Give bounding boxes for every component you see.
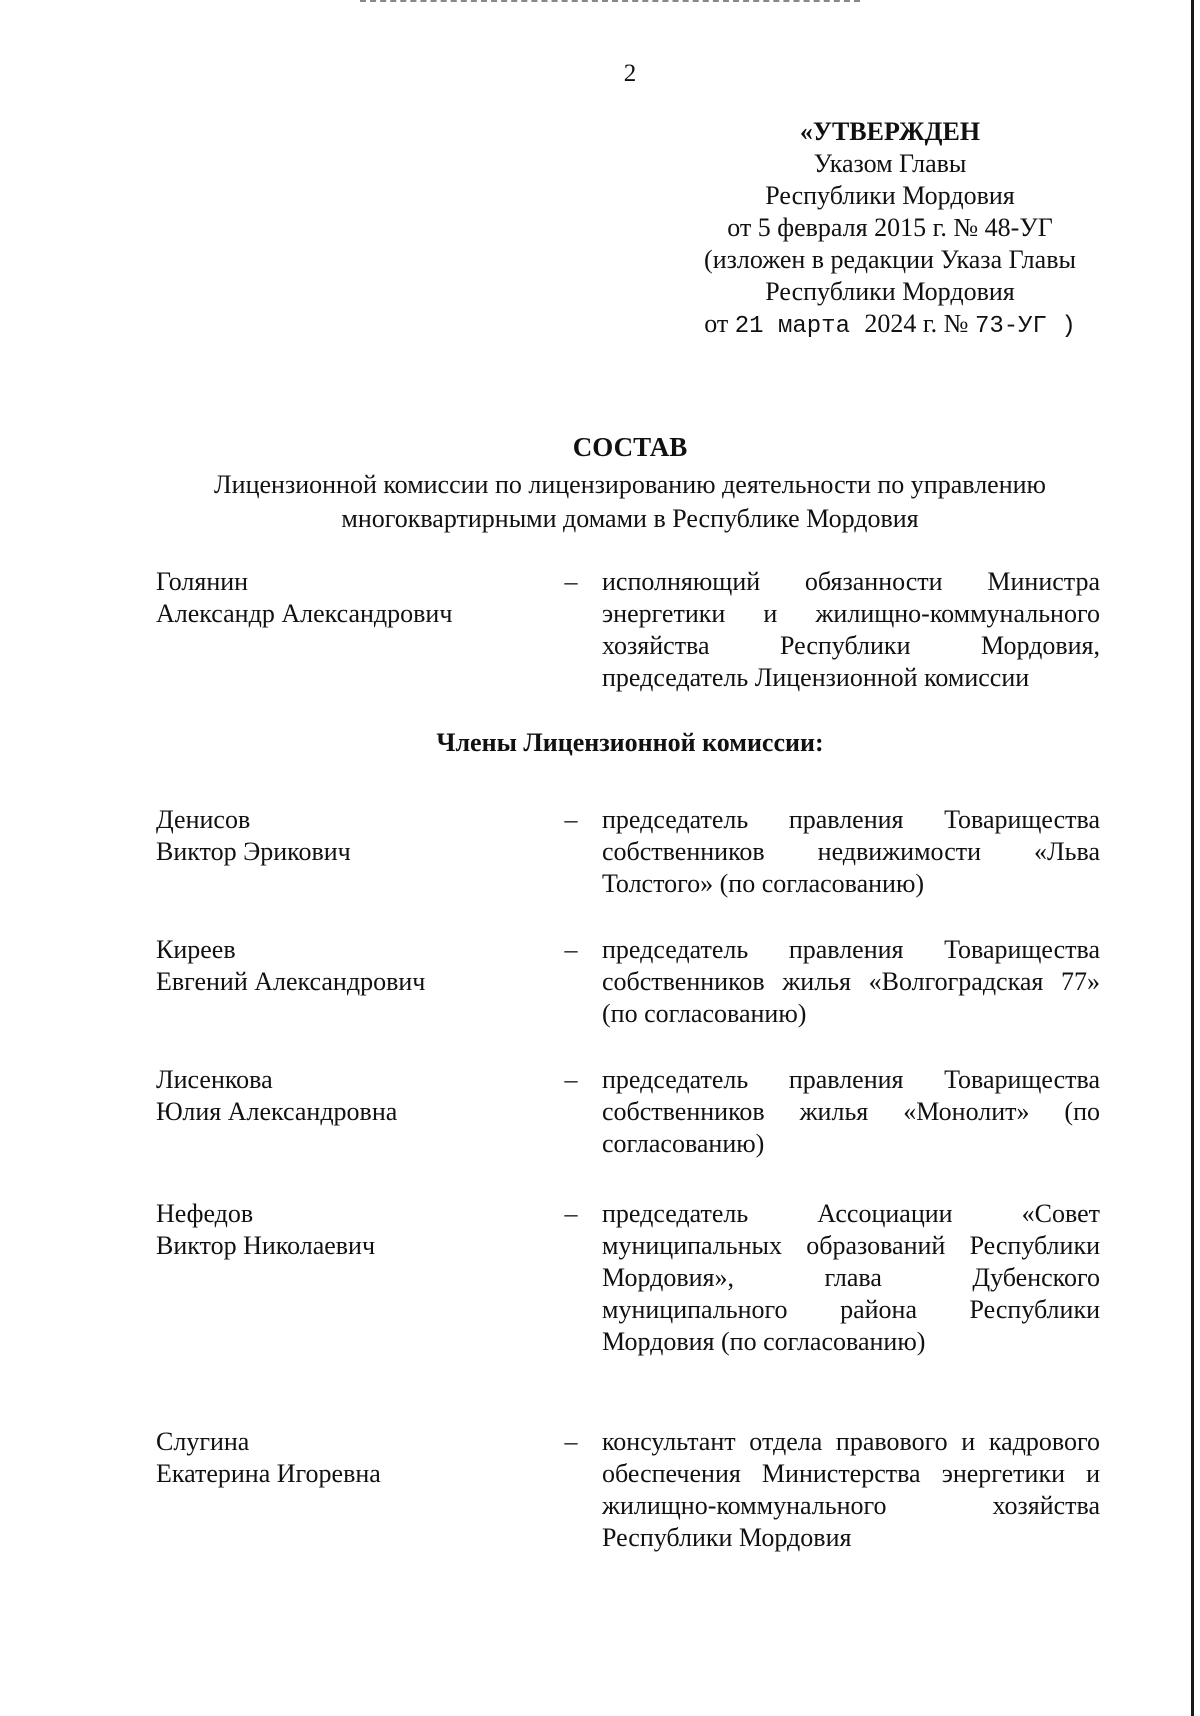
approval-date-prefix: от — [704, 309, 735, 338]
member-surname: Нефедов — [156, 1199, 254, 1228]
subtitle-line-2: многоквартирными домами в Республике Мордовия — [341, 504, 919, 533]
member-surname: Слугина — [156, 1427, 250, 1456]
member-full-name: Виктор Николаевич — [156, 1231, 376, 1260]
member-full-name: Виктор Эрикович — [156, 837, 351, 866]
member-description: председатель правления Товарищества собственников жилья «Монолит» (по согласованию) — [602, 1065, 1100, 1158]
member-full-name: Екатерина Игоревна — [156, 1459, 381, 1488]
member-entry — [156, 1198, 1100, 1398]
subtitle-line-1: Лицензионной комиссии по лицензированию деятельности по управлению — [214, 470, 1046, 499]
member-description: председатель правления Товарищества собственников жилья «Волгоградская 77» (по согласованию) — [602, 935, 1100, 1028]
member-name — [156, 934, 536, 998]
member-description: председатель Ассоциации «Совет муниципальных образований Республики Мордовия», глава Дубенского муниципального района Республики Мордовия (по согласованию) — [602, 1199, 1100, 1356]
member-dash: – — [564, 805, 578, 834]
chairman-dash: – — [564, 567, 578, 596]
member-entry — [156, 804, 1100, 904]
member-entry — [156, 1064, 1100, 1164]
chairman-name — [156, 566, 536, 630]
member-description: консультант отдела правового и кадрового обеспечения Министерства энергетики и жилищно-коммунального хозяйства Республики Мордовия — [602, 1427, 1100, 1552]
member-dash: – — [564, 935, 578, 964]
chairman-entry — [156, 566, 1100, 696]
member-description: председатель правления Товарищества собственников недвижимости «Льва Толстого» (по согласованию) — [602, 805, 1100, 898]
chairman-surname: Голянин — [156, 567, 249, 596]
member-entry — [156, 934, 1100, 1034]
approval-line-2: Республики Мордовия — [765, 181, 1015, 210]
document-subtitle — [140, 468, 1120, 536]
approval-year: 2024 г. № — [864, 309, 975, 338]
page-number: 2 — [623, 60, 637, 87]
member-full-name: Юлия Александровна — [156, 1097, 398, 1126]
member-dash: – — [564, 1427, 578, 1456]
member-surname: Денисов — [156, 805, 251, 834]
member-entry — [156, 1426, 1100, 1566]
member-name — [156, 1198, 536, 1262]
member-dash: – — [564, 1199, 578, 1228]
member-name — [156, 804, 536, 868]
member-surname: Киреев — [156, 935, 236, 964]
approval-stamp-block — [650, 116, 1130, 343]
scan-artifact-edge — [1191, 0, 1194, 1716]
member-surname: Лисенкова — [156, 1065, 273, 1094]
approval-decree-number: 73-УГ ) — [974, 313, 1076, 340]
member-full-name: Евгений Александрович — [156, 967, 426, 996]
member-name — [156, 1064, 536, 1128]
approval-line-1: Указом Главы — [813, 149, 967, 178]
member-dash: – — [564, 1065, 578, 1094]
approval-date: 21 марта — [734, 313, 865, 340]
document-title: СОСТАВ — [572, 432, 688, 462]
chairman-description: исполняющий обязанности Министра энергетики и жилищно-коммунального хозяйства Республики Мордовия, председатель Лицензионной комиссии — [602, 567, 1100, 692]
approval-line-3: от 5 февраля 2015 г. № 48-УГ — [727, 213, 1053, 242]
approval-line-6 — [650, 308, 1130, 343]
member-name — [156, 1426, 536, 1490]
approval-line-5: Республики Мордовия — [765, 277, 1015, 306]
approval-heading: «УТВЕРЖДЕН — [799, 117, 981, 146]
members-heading: Члены Лицензионной комиссии: — [436, 728, 824, 757]
chairman-full-name: Александр Александрович — [156, 599, 453, 628]
approval-line-4: (изложен в редакции Указа Главы — [704, 245, 1076, 274]
scan-artifact-line — [360, 0, 860, 4]
